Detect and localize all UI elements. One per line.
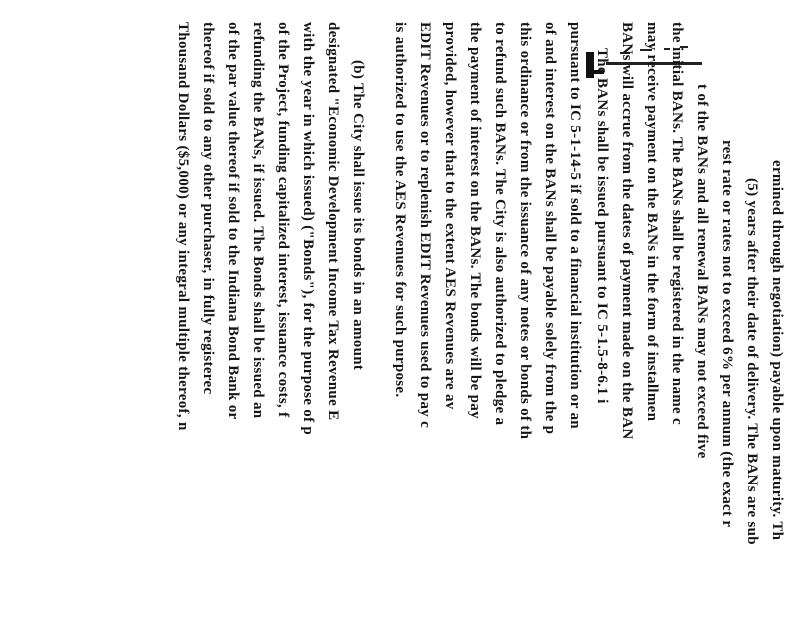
text-line: provided, however that to the extent AES Revenues are av: [442, 22, 458, 410]
text-line: refunding the BANs, if issued. The Bonds shall be issued an: [250, 22, 266, 419]
text-line: of the Project, funding capitalized interest, issuance costs, f: [275, 22, 291, 418]
text-line: Thousand Dollars ($5,000) or any integral multiple thereof, n: [175, 22, 191, 431]
text-line: t of the BANs and all renewal BANs may not exceed five: [694, 84, 710, 459]
text-line: pursuant to IC 5-1-14-5 if sold to a financial institution or an: [567, 22, 583, 429]
text-line: (5) years after their date of delivery. The BANs are sub: [744, 178, 760, 545]
text-line: designated "Economic Development Income Tax Revenue E: [325, 22, 341, 421]
text-line: ermined through negotiation) payable upon maturity. Th: [769, 160, 785, 541]
text-line: The BANs shall be issued pursuant to IC 5-1.5-8-6.1 i: [594, 48, 610, 404]
text-line: (b) The City shall issue its bonds in an amount: [350, 60, 366, 371]
text-line: with the year in which issued) ("Bonds"), for the purpose of p: [300, 22, 316, 436]
text-line: of and interest on the BANs shall be payable solely from the p: [542, 22, 558, 435]
text-line: EDIT Revenues or to replenish EDIT Revenues used to pay c: [417, 22, 433, 429]
text-line: the initial BANs. The BANs shall be registered in the name c: [669, 22, 685, 426]
text-line: thereof if sold to any other purchaser, in fully registerec: [200, 22, 216, 395]
text-line: to refund such BANs. The City is also authorized to pledge a: [492, 22, 508, 426]
text-line: this ordinance or from the issuance of any notes or bonds of th: [517, 22, 533, 440]
text-line: the payment of interest on the BANs. The bonds will be pay: [467, 22, 483, 419]
text-line: may receive payment on the BANs in the form of installmen: [644, 22, 660, 422]
text-line: of the par value thereof if sold to the Indiana Bond Bank or: [225, 22, 241, 420]
text-line: BANs will accrue from the dates of payment made on the BAN: [619, 22, 635, 440]
text-line: rest rate or rates not to exceed 6% per annum (the exact r: [719, 140, 735, 528]
text-line: is authorized to use the AES Revenues for such purpose.: [392, 22, 408, 398]
